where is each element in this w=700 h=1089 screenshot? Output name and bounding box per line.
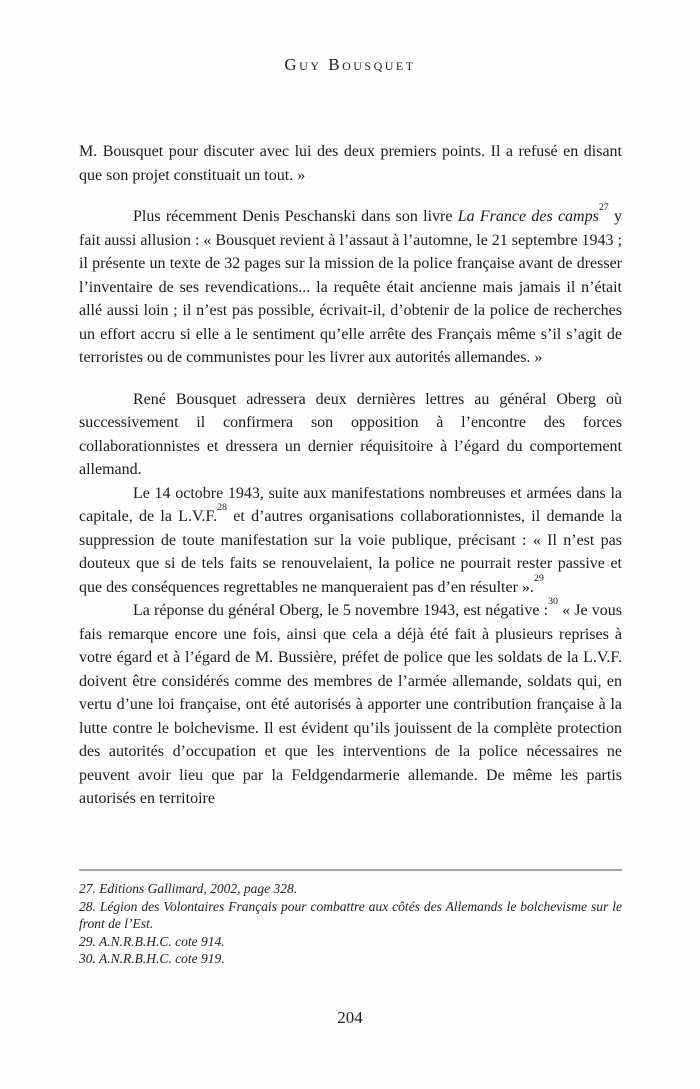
footnote-ref: 27 bbox=[598, 202, 609, 214]
text-segment: Le 14 octobre 1943, suite aux manifestations nombreuses et armées dans la capitale, de la L.V.F. bbox=[79, 484, 622, 525]
text-segment: et d’autres organisations collaborationnistes, il demande la suppression de toute manifestation sur la voie publique, précisant : « Il n’est pas douteux que si de tels faits se renouvelaient, la police ne pourrait rester passive et que des conséquences regrettables ne manqueraient pas d’en résulter ». bbox=[79, 508, 622, 596]
paragraph-5 bbox=[79, 596, 622, 811]
page-number: 204 bbox=[337, 1008, 363, 1027]
footnote-ref: 30 bbox=[548, 596, 558, 608]
paragraph-1 bbox=[79, 140, 622, 187]
text-segment: « Je vous fais remarque encore une fois, ainsi que cela a déjà été fait à plusieurs reprises à votre égard et à l’égard de M. Bussière, préfet de police que les soldats de la L.V.F. doivent être considérés comme des membres de l’armée allemande, soldats qui, en vertu d’une loi française, ont été autorisés à apporter une contribution française à la lutte contre le bolchevisme. Il est évident qu’ils jouissent de la complète protection des autorités d’occupation et que les interventions de la police nécessaires ne peuvent avoir lieu que par la Feldgendarmerie allemande. De même les partis autorisés en territoire bbox=[79, 602, 622, 807]
footnotes-section bbox=[79, 869, 622, 968]
text-segment: Plus récemment Denis Peschanski dans son livre bbox=[133, 208, 458, 225]
footnote-29: 29. A.N.R.B.H.C. cote 914. bbox=[79, 933, 225, 949]
paragraph-4 bbox=[79, 482, 622, 600]
page-body bbox=[79, 140, 622, 811]
footnote-ref: 28 bbox=[217, 502, 227, 514]
footnote-27: 27. Editions Gallimard, 2002, page 328. bbox=[79, 881, 298, 896]
text-segment: La réponse du général Oberg, le 5 novembre 1943, est négative : bbox=[133, 602, 549, 619]
running-header: Guy Bousquet bbox=[284, 55, 416, 74]
footnote-28: 28. Légion des Volontaires Français pour combattre aux côtés des Allemands le bolchevisme sur le front de l’Est. bbox=[79, 898, 622, 931]
footnote-30: 30. A.N.R.B.H.C. cote 919. bbox=[79, 951, 225, 966]
footnote-separator bbox=[79, 869, 622, 871]
paragraph-2 bbox=[79, 202, 623, 370]
footnote-ref: 29 bbox=[533, 572, 544, 584]
italic-text-segment: La France des camps bbox=[457, 208, 599, 225]
paragraph-3 bbox=[79, 388, 622, 482]
text-segment: René Bousquet adressera deux dernières lettres au général Oberg où successivement il confirmera son opposition à l’encontre des forces collaborationnistes et dressera un dernier réquisitoire à l’égard du comportement allemand. bbox=[79, 390, 622, 478]
text-segment: y fait aussi allusion : « Bousquet revient à l’assaut à l’automne, le 21 septembre 1943 ; il présente un texte de 32 pages sur la mission de la police française avant de dresser l’inventaire de ses revendications... la requête était ancienne mais jamais il n’était allé aussi loin ; il n’est pas possible, écrivait-il, d’obtenir de la police de recherches un effort accru si elle a le sentiment qu’elle arrête des Français même s’il s’agit de terroristes ou de communistes pour les livrer aux autorités allemandes. » bbox=[79, 208, 623, 366]
text-segment: M. Bousquet pour discuter avec lui des deux premiers points. Il a refusé en disant que son projet constituait un tout. » bbox=[79, 143, 622, 184]
